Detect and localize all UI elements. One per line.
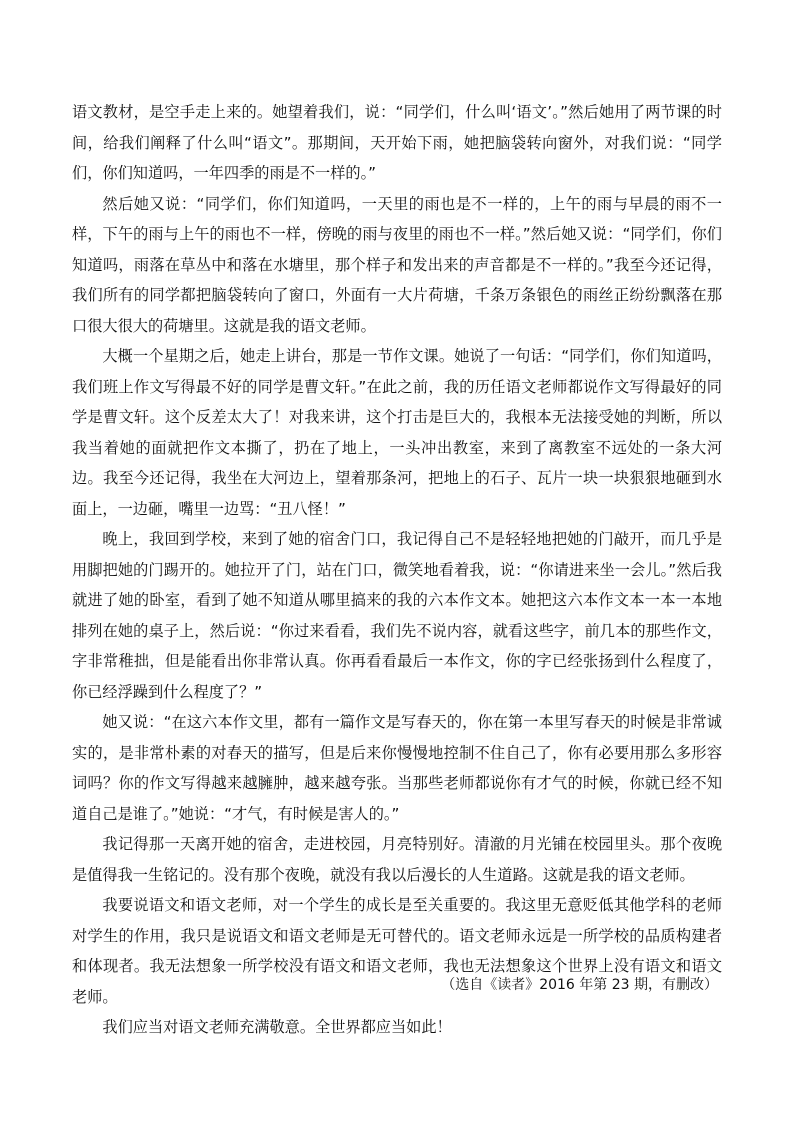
article-body: [72, 97, 722, 1043]
source-citation: （选自《读者》2016 年第 23 期，有删改）: [441, 977, 718, 993]
paragraph-importance: 我要说语文和语文老师，对一个学生的成长是至关重要的。我这里无意贬低其他学科的老师对学生的作用，我只是说语文和语文老师是无可替代的。语文老师永远是一所学校的品质构建者和体现者。我无法想象一所学校没有语文和语文老师，我也无法想象这个世界上没有语文和语文老师。: [72, 896, 722, 1006]
paragraph-dormitory: 晚上，我回到学校，来到了她的宿舍门口，我记得自己不是轻轻地把她的门敲开，而几乎是用脚把她的门踢开的。她拉开了门，站在门口，微笑地看着我，说：“你请进来坐一会儿。”然后我就进了她的卧室，看到了她不知道从哪里搞来的我的六本作文本。她把这六本作文本一本一本地排列在她的桌子上，然后说：“你过来看看，我们先不说内容，就看这些字，前几本的那些作文，字非常稚拙，但是能看出你非常认真。你再看看最后一本作文，你的字已经张扬到什么程度了，你已经浮躁到什么程度了？”: [72, 530, 722, 701]
paragraph-moonlight: 我记得那一天离开她的宿舍，走进校园，月亮特别好。清澈的月光铺在校园里头。那个夜晚是值得我一生铭记的。没有那个夜晚，就没有我以后漫长的人生道路。这就是我的语文老师。: [72, 835, 722, 884]
paragraph-spring-essay: 她又说：“在这六本作文里，都有一篇作文是写春天的，你在第一本里写春天的时候是非常诚实的，是非常朴素的对春天的描写，但是后来你慢慢地控制不住自己了，你有必要用那么多形容词吗？你的作文写得越来越臃肿，越来越夸张。当那些老师都说你有才气的时候，你就已经不知道自己是谁了。”她说：“才气，有时候是害人的。”: [72, 713, 722, 823]
paragraph-continuation: 语文教材，是空手走上来的。她望着我们，说：“同学们，什么叫‘语文’。”然后她用了两节课的时间，给我们阐释了什么叫“语文”。那期间，天开始下雨，她把脑袋转向窗外，对我们说：“同学们，你们知道吗，一年四季的雨是不一样的。”: [72, 103, 722, 182]
paragraph-composition-class: 大概一个星期之后，她走上讲台，那是一节作文课。她说了一句话：“同学们，你们知道吗，我们班上作文写得最不好的同学是曹文轩。”在此之前，我的历任语文老师都说作文写得最好的同学是曹文轩。这个反差太大了！对我来讲，这个打击是巨大的，我根本无法接受她的判断，所以我当着她的面就把作文本撕了，扔在了地上，一头冲出教室，来到了离教室不远处的一条大河边。我至今还记得，我坐在大河边上，望着那条河，把地上的石子、瓦片一块一块狠狠地砸到水面上，一边砸，嘴里一边骂：“丑八怪！”: [72, 347, 722, 518]
paragraph-respect: 我们应当对语文老师充满敬意。全世界都应当如此！: [102, 1018, 452, 1036]
paragraph-rain: 然后她又说：“同学们，你们知道吗，一天里的雨也是不一样的，上午的雨与早晨的雨不一样，下午的雨与上午的雨也不一样，傍晚的雨与夜里的雨也不一样。”然后她又说：“同学们，你们知道吗，雨落在草丛中和落在水塘里，那个样子和发出来的声音都是不一样的。”我至今还记得，我们所有的同学都把脑袋转向了窗口，外面有一大片荷塘，千条万条银色的雨丝正纷纷飘落在那口很大很大的荷塘里。这就是我的语文老师。: [72, 194, 722, 335]
